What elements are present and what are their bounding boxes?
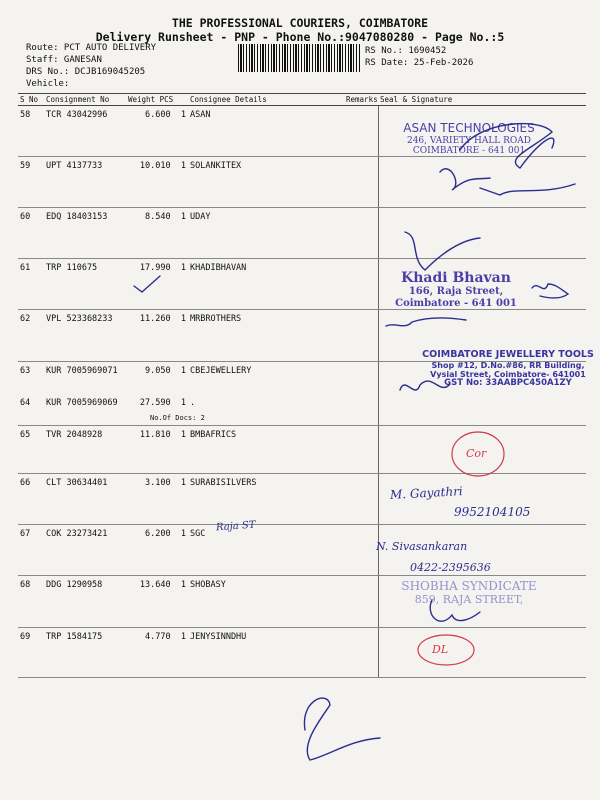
row-sno: 65 [18, 426, 44, 474]
row-consignment: TRP 110675 [44, 259, 126, 310]
tick-mark-61 [134, 276, 160, 292]
row-weight-pcs: 9.050 1 27.590 1 [126, 362, 188, 426]
row-consignee: SGC [188, 525, 344, 576]
drs-line: DRS No.: DCJB169045205 [26, 67, 146, 77]
shoba-signature [430, 600, 480, 621]
row-weight-pcs: 6.200 1 [126, 525, 188, 576]
shoba-receiver-name: N. Sivasankaran [376, 540, 468, 553]
row-weight-pcs: 6.600 1 [126, 106, 188, 157]
row-sno: 67 [18, 525, 44, 576]
col-remarks: Remarks [346, 95, 378, 104]
row-consignee: SOLANKITEX [188, 157, 344, 208]
row-consignment: EDQ 18403153 [44, 208, 126, 259]
row-consignment: TCR 43042996 [44, 106, 126, 157]
col-sno: S No [18, 94, 44, 106]
row-sno: 62 [18, 310, 44, 362]
row-weight-pcs: 17.990 1 [126, 259, 188, 310]
row-consignment: UPT 4137733 [44, 157, 126, 208]
col-consignee: Consignee Details [188, 94, 344, 106]
row-weight-pcs: 8.540 1 [126, 208, 188, 259]
circle-mark-69-text: DL [432, 643, 449, 656]
asan-stamp: ASAN TECHNOLOGIES 246, VARIETY HALL ROAD COIMBATORE - 641 001 [403, 121, 535, 157]
row-consignee: UDAY [188, 208, 344, 259]
vehicle-line: Vehicle: [26, 79, 70, 89]
circle-mark-65-text: Cor [466, 447, 487, 460]
row-weight-pcs: 11.260 1 [126, 310, 188, 362]
surabi-receiver-phone: 9952104105 [454, 505, 531, 519]
row-consignee: SURABISILVERS [188, 474, 344, 525]
row-consignee: JENYSINNDHU [188, 628, 344, 678]
rs-number: RS No.: 1690452 [365, 46, 447, 56]
row-sno: 61 [18, 259, 44, 310]
row-sno: 68 [18, 576, 44, 628]
khadi-bhavan-stamp: Khadi Bhavan 166, Raja Street, Coimbatore - 641 001 [395, 270, 517, 309]
shobha-syndicate-stamp: SHOBHA SYNDICATE 859, RAJA STREET, [401, 579, 537, 606]
rs-date: RS Date: 25-Feb-2026 [365, 58, 474, 68]
row-sno: 66 [18, 474, 44, 525]
uday-signature [405, 232, 480, 270]
col-weight-pcs: Weight PCS [126, 94, 188, 106]
sgc-handwritten-note: Raja ST [215, 519, 256, 534]
row-weight-pcs: 11.810 1 [126, 426, 188, 474]
shoba-receiver-phone: 0422-2395636 [410, 561, 491, 574]
runsheet-subtitle: Delivery Runsheet - PNP - Phone No.:9047080280 - Page No.:5 [95, 30, 505, 44]
asan-signature [460, 124, 554, 168]
row-consignee: ASAN [188, 106, 344, 157]
row-consignee: CBEJEWELLERY . No.Of Docs: 2 [188, 362, 344, 426]
row-consignee: MRBROTHERS [188, 310, 344, 362]
cbe-signature [400, 381, 450, 390]
row-consignment: CLT 30634401 [44, 474, 126, 525]
row-consignment: KUR 7005969071 KUR 7005969069 [44, 362, 126, 426]
row-weight-pcs: 13.640 1 [126, 576, 188, 628]
khadi-signature [532, 284, 568, 298]
row-consignment: COK 23273421 [44, 525, 126, 576]
row-sno: 63 64 [18, 362, 44, 426]
row-consignment: DDG 1290958 [44, 576, 126, 628]
row-consignment: TVR 2048928 [44, 426, 126, 474]
mrbrothers-signature [386, 318, 466, 326]
surabi-receiver-name: M. Gayathri [389, 484, 464, 502]
bottom-signature [304, 698, 380, 760]
row-sno: 60 [18, 208, 44, 259]
row-sno: 59 [18, 157, 44, 208]
row-sno: 69 [18, 628, 44, 678]
row-weight-pcs: 3.100 1 [126, 474, 188, 525]
col-seal: Seal & Signature [378, 94, 586, 106]
row-consignee: KHADIBHAVAN [188, 259, 344, 310]
solankitex-signature [440, 169, 575, 195]
route-line: Route: PCT AUTO DELIVERY [26, 43, 157, 53]
docs-count: No.Of Docs: 2 [150, 414, 205, 422]
staff-line: Staff: GANESAN [26, 55, 102, 65]
col-consignment: Consignment No [44, 94, 126, 106]
red-circle-69 [418, 635, 474, 665]
row-consignment: VPL 523368233 [44, 310, 126, 362]
cbe-jewellery-stamp: COIMBATORE JEWELLERY TOOLS Shop #12, D.No.#86, RR Building, Vysial Street, Coimbatore- 641001 GST No: 33AABPC450A1ZY [422, 349, 594, 389]
row-weight-pcs: 4.770 1 [126, 628, 188, 678]
company-title: THE PROFESSIONAL COURIERS, COIMBATORE [171, 16, 429, 30]
row-weight-pcs: 10.010 1 [126, 157, 188, 208]
row-sno: 58 [18, 106, 44, 157]
row-consignee: SHOBASY [188, 576, 344, 628]
row-consignee: BMBAFRICS [188, 426, 344, 474]
row-consignment: TRP 1584175 [44, 628, 126, 678]
red-circle-65 [452, 432, 504, 476]
